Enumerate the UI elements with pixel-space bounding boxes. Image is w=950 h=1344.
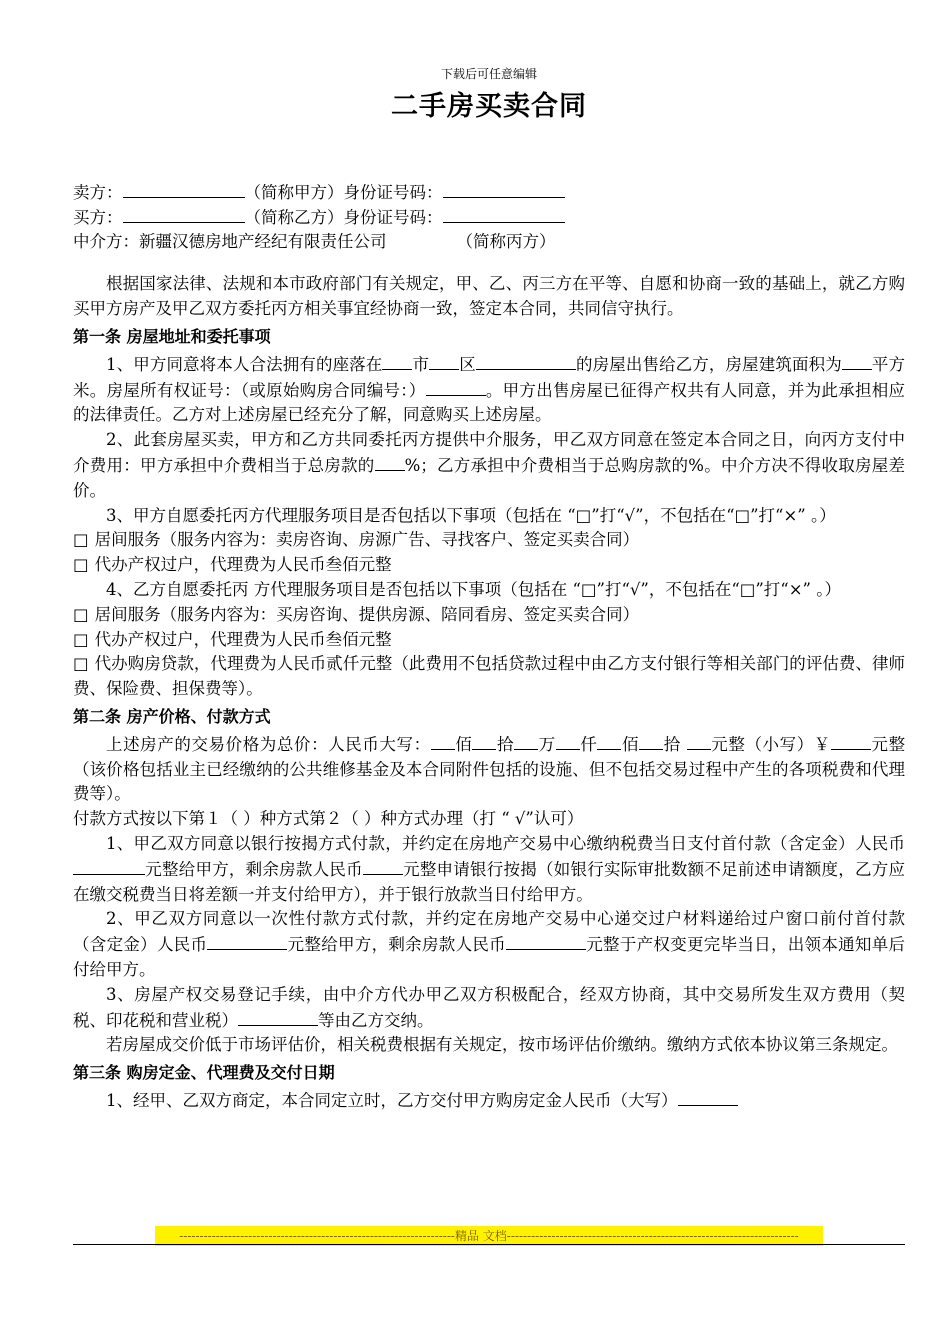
seller-label: 卖方： [73, 183, 123, 202]
s2-method-3: 3、房屋产权交易登记手续，由中介方代办甲乙双方积极配合，经双方协商，其中交易所发生双方费用（契税、印花税和营业税） 等由乙方交纳。 [73, 984, 905, 1030]
page-header: 下载后可任意编辑 [440, 67, 537, 81]
buyer-id-blank[interactable] [443, 205, 565, 223]
checkbox-icon[interactable]: □ [73, 604, 89, 624]
s1-paragraph-2: 2、此套房屋买卖，甲方和乙方共同委托丙方提供中介服务，甲乙双方同意在签定本合同之日，向丙方支付中介费用：甲方承担中介费相当于总房款的 %；乙方承担中介费相当于总购房款的%。中介方决不得收取房屋差价。 [73, 430, 906, 500]
seller-name-blank[interactable] [123, 180, 245, 198]
s1-paragraph-3: 3、甲方自愿委托丙方代理服务项目是否包括以下事项（包括在 “□”打“√”，不包括在“□”打“×” 。） [106, 505, 836, 525]
checkbox-icon[interactable]: □ [73, 555, 89, 575]
city-blank[interactable] [382, 352, 412, 370]
s2-note: 若房屋成交价低于市场评估价，相关税费根据有关规定，按市场评估价缴纳。缴纳方式依本协议第三条规定。 [106, 1035, 898, 1055]
s1-paragraph-1: 1、甲方同意将本人合法拥有的座落在 市 区 的房屋出售给乙方，房屋建筑面积为 平方米。房屋所有权证号：（或原始购房合同编号：） 。甲方出售房屋已征得产权共有人同意，并为此承担相应的法律责任。乙方对上述房屋已经充分了解，同意购买上述房屋。 [73, 352, 905, 428]
s1-item: □ 代办购房贷款，代理费为人民币贰仟元整（此费用不包括贷款过程中由乙方支付银行等相关部门的评估费、律师费、保险费、担保费等）。 [73, 654, 906, 699]
s1-item: □ 居间服务（服务内容为：买房咨询、提供房源、陪同看房、签定买卖合同） [73, 604, 640, 624]
s2-method-1: 1、甲乙双方同意以银行按揭方式付款，并约定在房地产交易中心缴纳税费当日支付首付款（含定金）人民币元整给甲方，剩余房款人民币 元整申请银行按揭（如银行实际审批数额不足前述申请额度，乙方应在缴交税费当日将差额一并支付给甲方），并于银行放款当日付给甲方。 [73, 833, 906, 904]
s1-item: □ 代办产权过户，代理费为人民币叁佰元整 [73, 555, 392, 575]
seller-id-blank[interactable] [443, 180, 565, 198]
contract-title: 二手房买卖合同 [391, 91, 587, 122]
s2-method-2: 2、甲乙双方同意以一次性付款方式付款，并约定在房地产交易中心递交过户材料递给过户窗口前付首付款（含定金）人民币 元整给甲方，剩余房款人民币 元整于产权变更完毕当日，出领本通知单后付给甲方。 [73, 909, 906, 979]
district-blank[interactable] [429, 352, 459, 370]
seller-alias: （简称甲方）身份证号码： [244, 183, 443, 202]
fee-percent-blank[interactable] [375, 453, 405, 471]
section-3-title: 第三条 购房定金、代理费及交付日期 [73, 1063, 335, 1083]
agent-line [73, 230, 905, 255]
intro-paragraph: 根据国家法律、法规和本市政府部门有关规定，甲、乙、丙三方在平等、自愿和协商一致的基础上，就乙方购买甲方房产及甲乙双方委托丙方相关事宜经协商一致，签定本合同，共同信守执行。 [73, 274, 905, 319]
footer-divider [73, 1244, 905, 1245]
s1-item: □ 居间服务（服务内容为：卖房咨询、房源广告、寻找客户、签定买卖合同） [73, 530, 640, 550]
buyer-label: 买方： [73, 207, 123, 227]
buyer-line [73, 205, 905, 230]
section-1-title: 第一条 房屋地址和委托事项 [73, 326, 271, 346]
cert-no-blank[interactable] [426, 378, 486, 396]
agent-alias: （简称丙方） [456, 231, 556, 251]
checkbox-icon[interactable]: □ [73, 654, 89, 674]
section-2-title: 第二条 房产价格、付款方式 [73, 706, 271, 726]
checkbox-icon[interactable]: □ [73, 629, 89, 649]
pay-method: 付款方式按以下第１（ ）种方式第２（ ）种方式办理（打 “ √”认可） [73, 809, 584, 829]
checkbox-icon[interactable]: □ [73, 530, 89, 550]
address-blank[interactable] [476, 352, 576, 370]
seller-line [73, 180, 905, 205]
s2-price: 上述房产的交易价格为总价：人民币大写： 佰 拾 万 仟 佰 拾 元整（小写）￥ 元整（该价格包括业主已经缴纳的公共维修基金及本合同附件包括的设施、但不包括交易过程中产生的各项税费和代理费等）。 [73, 732, 905, 807]
buyer-name-blank[interactable] [123, 205, 245, 223]
contract-body [73, 180, 905, 1114]
price-figure-blank[interactable] [831, 732, 871, 750]
s1-paragraph-4: 4、乙方自愿委托丙 方代理服务项目是否包括以下事项（包括在 “□”打“√”，不包括在“□”打“×” 。） [106, 579, 841, 599]
area-blank[interactable] [842, 352, 872, 370]
s3-paragraph-1: 1、经甲、乙双方商定，本合同定立时，乙方交付甲方购房定金人民币（大写） [73, 1088, 905, 1114]
s1-item: □ 代办产权过户，代理费为人民币叁佰元整 [73, 629, 392, 649]
deposit-blank[interactable] [678, 1088, 738, 1106]
buyer-alias: （简称乙方）身份证号码： [244, 207, 443, 227]
agent-name: 中介方：新疆汉德房地产经纪有限责任公司 [73, 231, 387, 251]
page-footer: --------------------------------------------------------------------精品 文档------------------------------------------------------------------------ [155, 1226, 823, 1246]
